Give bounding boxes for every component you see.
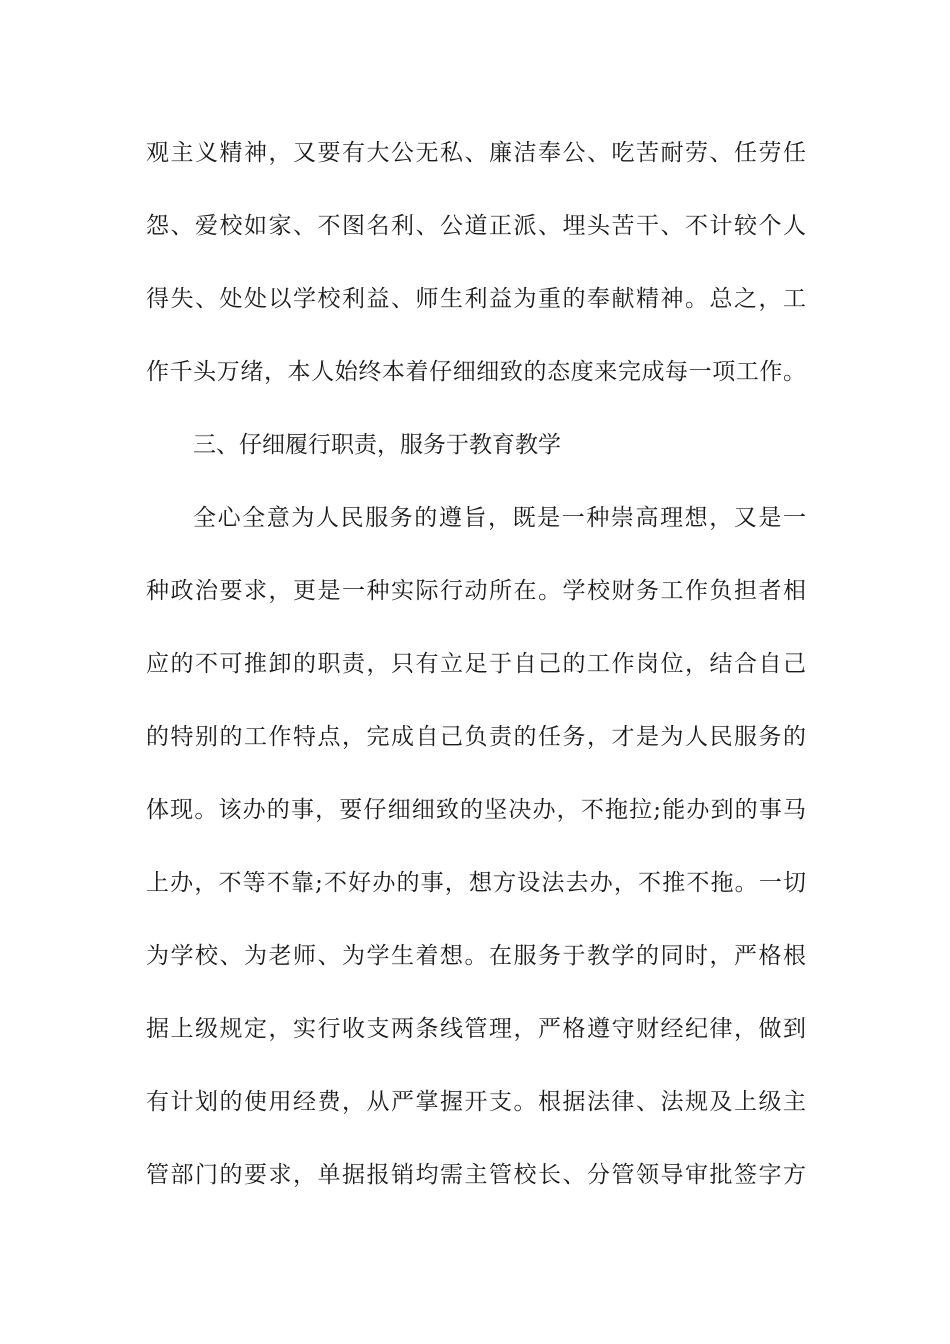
paragraph-first-line: 全心全意为人民服务的遵旨，既是一种崇高理想，又是一: [193, 505, 806, 531]
text-line: 怨、爱校如家、不图名利、公道正派、埋头苦干、不计较个人: [146, 213, 806, 239]
text-line: 上办，不等不靠;不好办的事，想方设法去办，不推不拖。一切: [146, 870, 806, 896]
text-line: 管部门的要求，单据报销均需主管校长、分管领导审批签字方: [146, 1162, 806, 1188]
document-body: [146, 130, 806, 1225]
text-line: 作千头万绪，本人始终本着仔细细致的态度来完成每一项工作。: [146, 359, 806, 385]
text-line: 应的不可推卸的职责，只有立足于自己的工作岗位，结合自己: [146, 651, 806, 677]
text-line: 得失、处处以学校利益、师生利益为重的奉献精神。总之，工: [146, 286, 806, 312]
text-line: 观主义精神，又要有大公无私、廉洁奉公、吃苦耐劳、任劳任: [146, 140, 806, 166]
text-line: 为学校、为老师、为学生着想。在服务于教学的同时，严格根: [146, 943, 806, 969]
text-line: 的特别的工作特点，完成自己负责的任务，才是为人民服务的: [146, 724, 806, 750]
text-line: 据上级规定，实行收支两条线管理，严格遵守财经纪律，做到: [146, 1016, 806, 1042]
text-line: 体现。该办的事，要仔细细致的坚决办，不拖拉;能办到的事马: [146, 797, 806, 823]
text-line: 有计划的使用经费，从严掌握开支。根据法律、法规及上级主: [146, 1089, 806, 1115]
text-line: 种政治要求，更是一种实际行动所在。学校财务工作负担者相: [146, 578, 806, 604]
section-heading: 三、仔细履行职责，服务于教育教学: [193, 432, 561, 458]
